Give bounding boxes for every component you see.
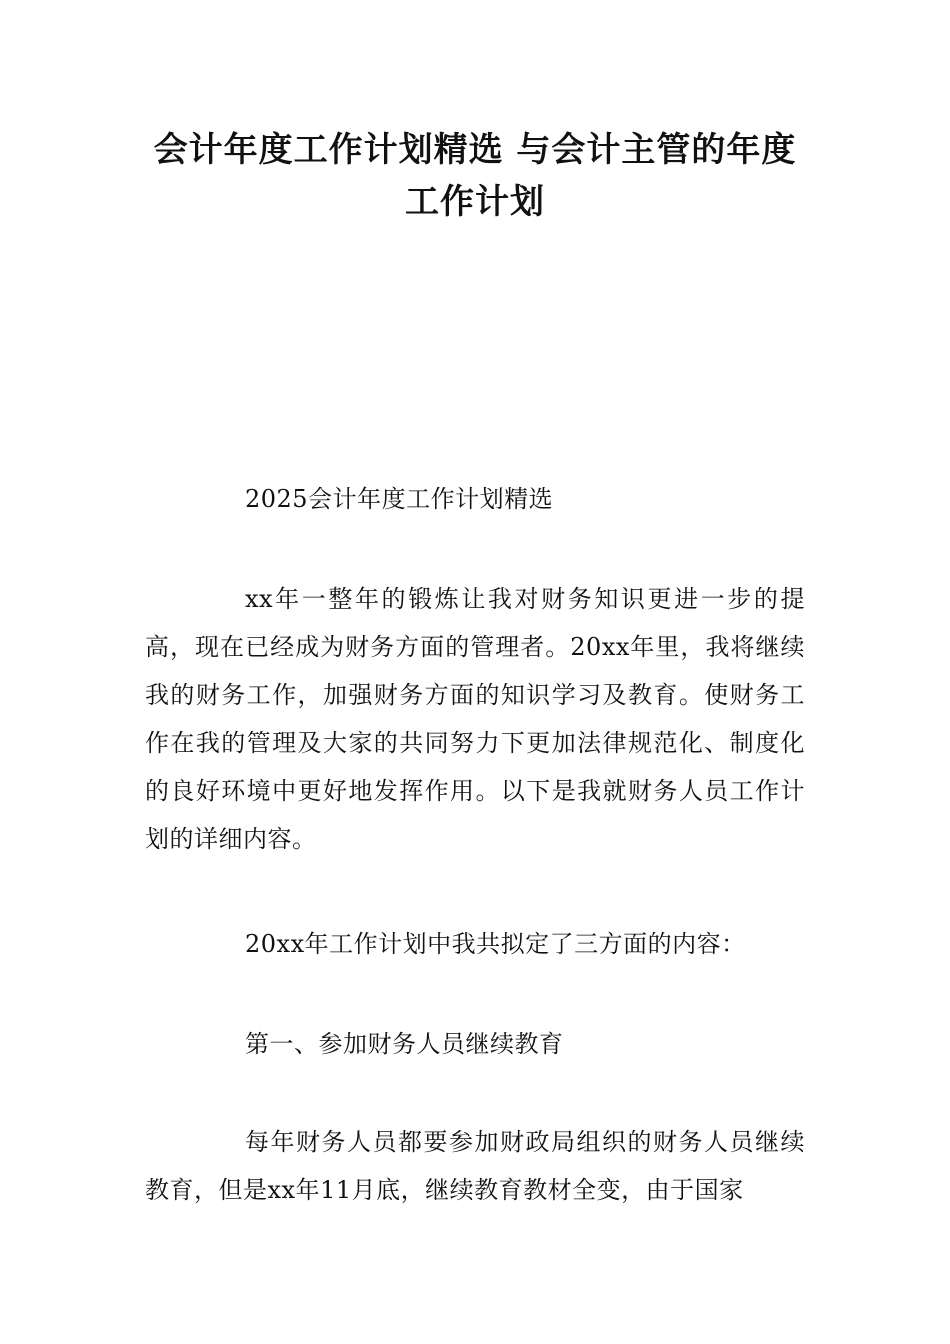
plan-summary-paragraph: 20xx年工作计划中我共拟定了三方面的内容： [245, 930, 746, 958]
document-title [120, 124, 830, 228]
title-line-2: 工作计划 [405, 182, 545, 222]
title-line-1: 会计年度工作计划精选 与会计主管的年度 [153, 130, 797, 170]
intro-paragraph: xx年一整年的锻炼让我对财务知识更进一步的提高，现在已经成为财务方面的管理者。20xx年里，我将继续我的财务工作，加强财务方面的知识学习及教育。使财务工作在我的管理及大家的共同努力下更加法律规范化、制度化的良好环境中更好地发挥作用。以下是我就财务人员工作计划的详细内容。 [145, 585, 805, 853]
first-item-heading: 第一、参加财务人员继续教育 [245, 1030, 564, 1058]
section-heading: 2025会计年度工作计划精选 [245, 485, 554, 513]
education-paragraph: 每年财务人员都要参加财政局组织的财务人员继续教育，但是xx年11月底，继续教育教材全变，由于国家 [145, 1128, 805, 1204]
